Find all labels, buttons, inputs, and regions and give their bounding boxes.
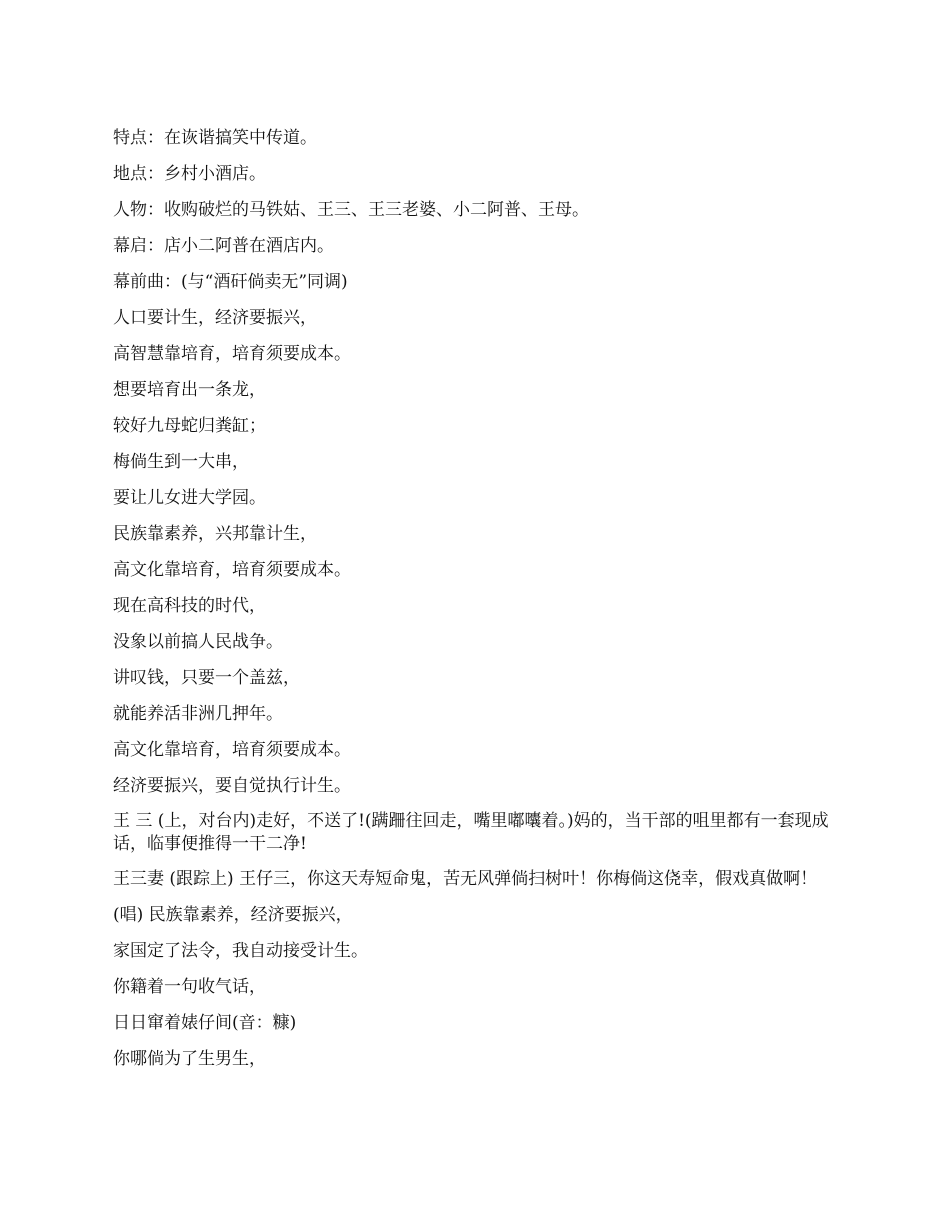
song-line: (唱) 民族靠素养，经济要振兴， [113,905,353,925]
paragraph-features: 特点：在诙谐搞笑中传道。 [113,128,317,148]
dialogue-wang-san: 王 三 (上，对台内)走好，不送了!(蹒跚往回走，嘴里嘟囔着。)妈的，当干部的咀里都有一套现成话，临事便推得一干二净! [113,811,829,854]
document-body [113,126,833,1083]
dialogue-wang-san-wife: 王三妻 (跟踪上) 王仔三，你这天寿短命鬼，苦无风弹倘扫树叶！你梅倘这侥幸，假戏真做啊！ [113,869,818,889]
lyric-line: 人口要计生，经济要振兴， [113,308,317,328]
song-line: 家国定了法令，我自动接受计生。 [113,941,368,961]
lyric-line: 高智慧靠培育，培育须要成本。 [113,344,351,364]
lyric-line: 讲叹钱，只要一个盖兹， [113,668,300,688]
lyric-line: 民族靠素养，兴邦靠计生， [113,524,317,544]
paragraph-location: 地点：乡村小酒店。 [113,164,266,184]
lyric-line: 现在高科技的时代， [113,596,266,616]
lyric-line: 经济要振兴，要自觉执行计生。 [113,776,351,796]
lyric-line: 高文化靠培育，培育须要成本。 [113,740,351,760]
lyric-line: 较好九母蛇归粪缸； [113,416,266,436]
song-line: 你哪倘为了生男生， [113,1049,266,1069]
lyric-line: 要让儿女进大学园。 [113,488,266,508]
paragraph-characters: 人物：收购破烂的马铁姑、王三、王三老婆、小二阿普、王母。 [113,200,589,220]
paragraph-curtain-opens: 幕启：店小二阿普在酒店内。 [113,236,334,256]
lyric-line: 高文化靠培育，培育须要成本。 [113,560,351,580]
lyric-line: 就能养活非洲几押年。 [113,704,283,724]
lyric-line: 梅倘生到一大串， [113,452,249,472]
lyric-line: 想要培育出一条龙， [113,380,266,400]
song-line: 日日窜着婊仔间(音：糠) [113,1013,297,1033]
paragraph-prelude-title: 幕前曲：(与“酒矸倘卖无”同调) [113,272,348,292]
song-line: 你籍着一句收气话， [113,977,266,997]
lyric-line: 没象以前搞人民战争。 [113,632,283,652]
